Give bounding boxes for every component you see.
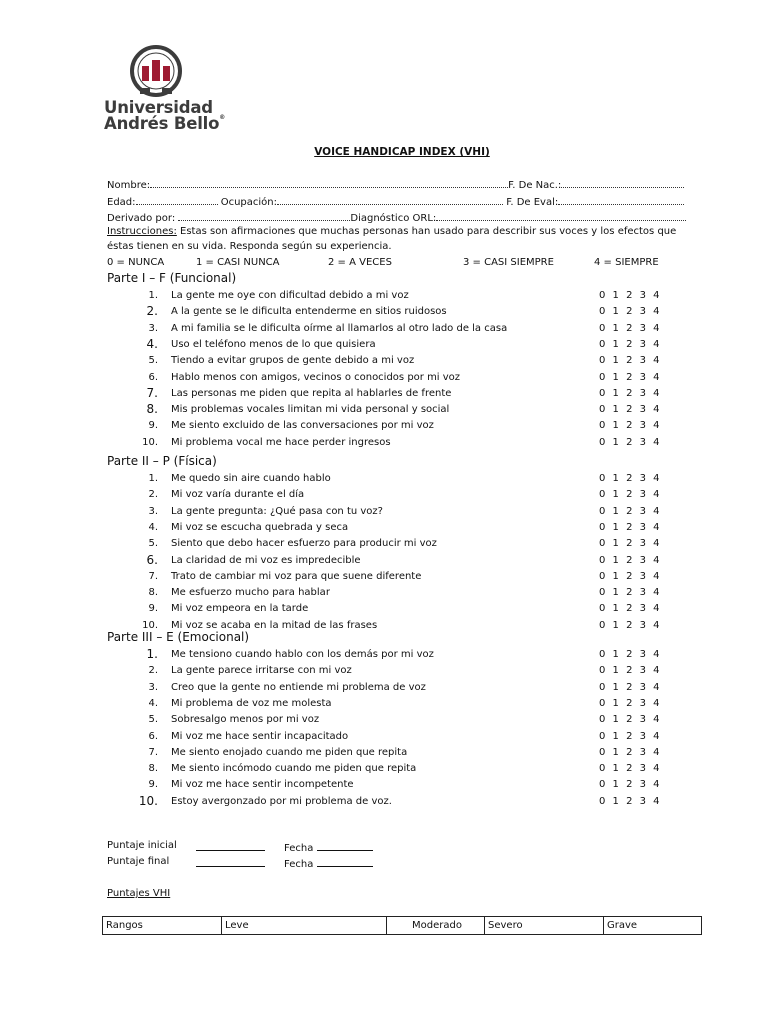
question-row	[0, 473, 768, 489]
question-number: 9.	[148, 420, 158, 432]
question-row	[0, 665, 768, 681]
question-number: 9.	[148, 603, 158, 615]
logo-line-1: Universidad	[104, 98, 213, 117]
grave-cell: Grave	[604, 917, 702, 935]
question-number: 8.	[148, 587, 158, 599]
question-text: Sobresalgo menos por mi voz	[171, 714, 320, 726]
score-options[interactable]: 0 1 2 3 4	[599, 290, 661, 301]
question-text: Creo que la gente no entiende mi problema de voz	[171, 681, 426, 693]
score-options[interactable]: 0 1 2 3 4	[599, 338, 661, 350]
score-options[interactable]: 0 1 2 3 4	[599, 730, 661, 742]
scale-3: 3 = CASI SIEMPRE	[463, 257, 554, 268]
question-text: Me siento enojado cuando me piden que repita	[171, 746, 408, 758]
question-number: 3.	[148, 505, 158, 517]
question-row	[0, 763, 768, 779]
score-options[interactable]: 0 1 2 3 4	[599, 746, 661, 758]
score-options[interactable]: 0 1 2 3 4	[599, 665, 661, 677]
puntaje-final-row: Puntaje final	[107, 856, 170, 867]
question-text: Me quedo sin aire cuando hablo	[171, 473, 331, 484]
question-number: 5.	[148, 714, 158, 726]
question-number: 3.	[148, 681, 158, 693]
score-options[interactable]: 0 1 2 3 4	[599, 420, 661, 432]
instructions-line-1: Instrucciones: Estas son afirmaciones que muchas personas han usado para describir sus voces y los efectos que	[107, 226, 677, 237]
question-row	[0, 323, 768, 339]
question-row	[0, 336, 768, 355]
question-row	[0, 372, 768, 388]
question-text: Mi voz me hace sentir incapacitado	[171, 730, 349, 742]
score-options[interactable]: 0 1 2 3 4	[599, 538, 661, 550]
question-number: 10.	[142, 619, 158, 631]
fecha-inicial[interactable]: Fecha	[284, 840, 373, 854]
score-options[interactable]: 0 1 2 3 4	[599, 371, 661, 383]
score-options[interactable]: 0 1 2 3 4	[599, 355, 661, 367]
question-number: 7.	[148, 746, 158, 758]
question-row	[0, 420, 768, 436]
question-text: Mi problema de voz me molesta	[171, 697, 332, 709]
question-row	[0, 437, 768, 453]
score-options[interactable]: 0 1 2 3 4	[599, 649, 661, 660]
score-options[interactable]: 0 1 2 3 4	[599, 473, 661, 484]
question-number: 4.	[148, 697, 158, 709]
moderado-cell: Moderado	[387, 917, 485, 935]
score-options[interactable]: 0 1 2 3 4	[599, 587, 661, 599]
question-text: Mis problemas vocales limitan mi vida personal y social	[171, 404, 450, 416]
question-row	[0, 682, 768, 698]
scale-4: 4 = SIEMPRE	[594, 257, 659, 268]
question-row	[0, 731, 768, 747]
score-options[interactable]: 0 1 2 3 4	[599, 714, 661, 726]
score-options[interactable]: 0 1 2 3 4	[599, 795, 661, 807]
scale-1: 1 = CASI NUNCA	[196, 257, 280, 268]
question-row	[0, 793, 768, 812]
puntajes-vhi-heading: Puntajes VHI	[107, 888, 171, 899]
rangos-cell: Rangos	[103, 917, 222, 935]
score-options[interactable]: 0 1 2 3 4	[599, 489, 661, 501]
question-text: Me siento incómodo cuando me piden que repita	[171, 763, 417, 775]
question-text: Mi voz me hace sentir incompetente	[171, 779, 354, 791]
question-text: Mi voz se escucha quebrada y seca	[171, 521, 349, 533]
form-line-edad: Edad: Ocupación: F. De Eval:	[107, 195, 684, 208]
severo-cell: Severo	[485, 917, 604, 935]
question-row	[0, 522, 768, 538]
scale-2: 2 = A VECES	[328, 257, 392, 268]
question-row	[0, 714, 768, 730]
question-number: 6.	[148, 730, 158, 742]
part-heading: Parte III – E (Emocional)	[107, 630, 250, 644]
question-number: 7.	[148, 570, 158, 582]
question-number: 9.	[148, 779, 158, 791]
question-text: Las personas me piden que repita al hablarles de frente	[171, 387, 452, 399]
question-number: 6.	[146, 552, 158, 567]
question-text: Hablo menos con amigos, vecinos o conocidos por mi voz	[171, 371, 461, 383]
document-title: VOICE HANDICAP INDEX (VHI)	[314, 146, 490, 158]
question-row	[0, 698, 768, 714]
question-text: Me tensiono cuando hablo con los demás por mi voz	[171, 649, 434, 660]
question-text: La gente pregunta: ¿Qué pasa con tu voz?	[171, 505, 383, 517]
puntaje-inicial-row: Puntaje inicial	[107, 840, 177, 851]
question-number: 4.	[148, 521, 158, 533]
question-row	[0, 747, 768, 763]
rangos-table	[102, 916, 702, 935]
score-options[interactable]: 0 1 2 3 4	[599, 436, 661, 448]
question-text: Mi problema vocal me hace perder ingresos	[171, 436, 391, 448]
logo-line-2: Andrés Bello®	[104, 114, 226, 133]
scale-0: 0 = NUNCA	[107, 257, 165, 268]
puntaje-final-field[interactable]	[196, 856, 265, 870]
score-options[interactable]: 0 1 2 3 4	[599, 521, 661, 533]
question-number: 3.	[148, 322, 158, 334]
score-options[interactable]: 0 1 2 3 4	[599, 505, 661, 517]
question-text: La gente parece irritarse con mi voz	[171, 665, 352, 677]
question-row	[0, 603, 768, 619]
question-text: Mi voz se acaba en la mitad de las frases	[171, 619, 378, 631]
score-options[interactable]: 0 1 2 3 4	[599, 603, 661, 615]
question-text: Uso el teléfono menos de lo que quisiera	[171, 338, 376, 350]
question-row	[0, 571, 768, 587]
question-number: 1.	[148, 473, 158, 484]
question-text: Estoy avergonzado por mi problema de voz.	[171, 795, 392, 807]
question-number: 2.	[148, 665, 158, 677]
question-number: 4.	[146, 336, 158, 351]
question-row	[0, 587, 768, 603]
question-row	[0, 506, 768, 522]
score-options[interactable]: 0 1 2 3 4	[599, 697, 661, 709]
score-options[interactable]: 0 1 2 3 4	[599, 681, 661, 693]
instructions-line-2: éstas tienen en su vida. Responda según su experiencia.	[107, 241, 392, 252]
score-options[interactable]: 0 1 2 3 4	[599, 779, 661, 791]
question-number: 7.	[146, 385, 158, 400]
score-options[interactable]: 0 1 2 3 4	[599, 763, 661, 775]
question-number: 10.	[138, 793, 158, 808]
question-number: 8.	[146, 402, 158, 417]
question-text: A la gente se le dificulta entenderme en sitios ruidosos	[171, 306, 447, 318]
part-heading: Parte II – P (Física)	[107, 454, 217, 468]
leve-cell: Leve	[222, 917, 387, 935]
question-text: Trato de cambiar mi voz para que suene diferente	[171, 570, 422, 582]
question-number: 1.	[146, 647, 158, 661]
university-crest-icon	[126, 44, 186, 98]
score-options[interactable]: 0 1 2 3 4	[599, 306, 661, 318]
question-row	[0, 552, 768, 571]
question-row	[0, 355, 768, 371]
question-row	[0, 649, 768, 665]
question-number: 5.	[148, 538, 158, 550]
form-line-nombre: Nombre: F. De Nac.:	[107, 178, 684, 191]
score-options[interactable]: 0 1 2 3 4	[599, 322, 661, 334]
question-text: Siento que debo hacer esfuerzo para producir mi voz	[171, 538, 437, 550]
question-number: 5.	[148, 355, 158, 367]
question-text: Me esfuerzo mucho para hablar	[171, 587, 330, 599]
puntaje-inicial-field[interactable]	[196, 840, 265, 854]
question-row	[0, 306, 768, 322]
question-row	[0, 538, 768, 554]
question-text: Mi voz empeora en la tarde	[171, 603, 309, 615]
university-logo	[104, 44, 226, 134]
question-text: Me siento excluido de las conversaciones por mi voz	[171, 420, 434, 432]
score-options[interactable]: 0 1 2 3 4	[599, 619, 661, 631]
rangos-row	[103, 917, 702, 935]
score-options[interactable]: 0 1 2 3 4	[599, 387, 661, 399]
question-number: 2.	[148, 489, 158, 501]
question-number: 6.	[148, 371, 158, 383]
score-options[interactable]: 0 1 2 3 4	[599, 554, 661, 566]
form-line-derivado: Derivado por: Diagnóstico ORL:	[107, 211, 686, 224]
question-text: La claridad de mi voz es impredecible	[171, 554, 361, 566]
score-options[interactable]: 0 1 2 3 4	[599, 404, 661, 416]
question-text: Mi voz varía durante el día	[171, 489, 305, 501]
question-number: 8.	[148, 763, 158, 775]
part-heading: Parte I – F (Funcional)	[107, 271, 237, 285]
question-number: 1.	[148, 290, 158, 301]
question-row	[0, 779, 768, 795]
question-number: 2.	[146, 304, 158, 319]
question-text: A mi familia se le dificulta oírme al llamarlos al otro lado de la casa	[171, 322, 508, 334]
question-row	[0, 489, 768, 505]
question-number: 10.	[142, 436, 158, 448]
question-row	[0, 385, 768, 404]
fecha-final[interactable]: Fecha	[284, 856, 373, 870]
question-text: La gente me oye con dificultad debido a mi voz	[171, 290, 409, 301]
question-row	[0, 290, 768, 306]
question-text: Tiendo a evitar grupos de gente debido a mi voz	[171, 355, 415, 367]
score-options[interactable]: 0 1 2 3 4	[599, 570, 661, 582]
question-row	[0, 404, 768, 420]
